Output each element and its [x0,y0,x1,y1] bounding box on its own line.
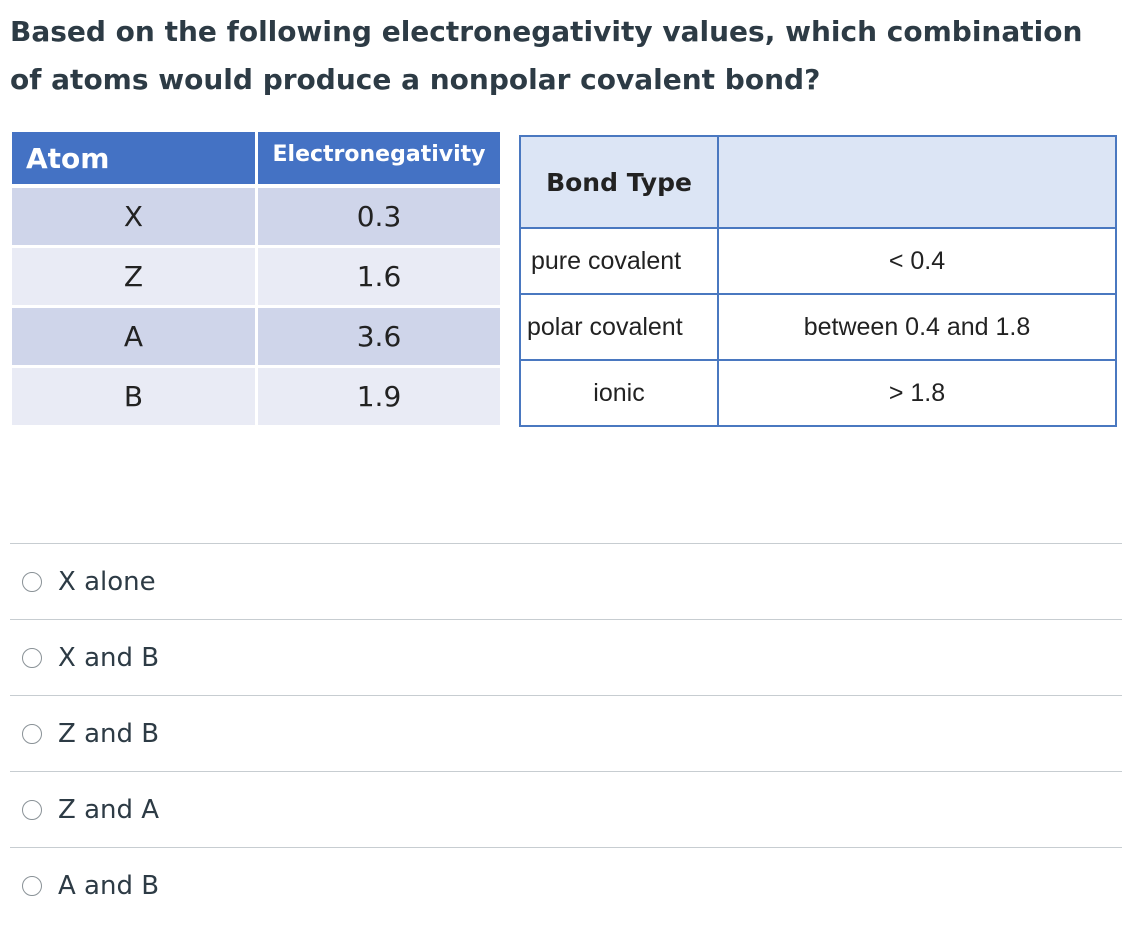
electronegativity-cell: 3.6 [258,308,500,368]
electronegativity-cell: 1.6 [258,248,500,308]
difference-range-cell: between 0.4 and 1.8 [718,294,1116,360]
answer-option[interactable] [10,696,1122,772]
bond-type-cell: pure covalent [520,228,718,294]
question-text: Based on the following electronegativity values, which combination of atoms would produce a nonpolar covalent bond? [10,15,1083,96]
table-row [12,188,500,248]
answer-option[interactable] [10,620,1122,696]
answer-option[interactable] [10,772,1122,848]
table-row [12,248,500,308]
bond-type-table [519,135,1117,427]
atom-cell: Z [12,248,258,308]
answer-label[interactable]: Z and B [58,718,160,749]
radio-button[interactable] [22,800,42,820]
bond-type-column-header: Bond Type [520,136,718,228]
answer-label[interactable]: Z and A [58,794,160,825]
radio-button[interactable] [22,876,42,896]
table-row [520,294,1116,360]
bond-type-cell: polar covalent [520,294,718,360]
atom-cell: A [12,308,258,368]
radio-button[interactable] [22,572,42,592]
atom-column-header: Atom [12,132,258,188]
answer-option[interactable] [10,848,1122,923]
radio-button[interactable] [22,648,42,668]
electronegativity-table [12,132,500,428]
electronegativity-column-header: Electronegativity [258,132,500,188]
answer-label[interactable]: X alone [58,566,156,597]
table-row [520,228,1116,294]
table-row [520,360,1116,426]
atom-cell: B [12,368,258,428]
table-row [12,368,500,428]
answer-label[interactable]: X and B [58,642,160,673]
electronegativity-cell: 0.3 [258,188,500,248]
electronegativity-cell: 1.9 [258,368,500,428]
answer-list [10,543,1122,923]
difference-column-header [718,136,1116,228]
table-row [12,308,500,368]
answer-option[interactable] [10,544,1122,620]
answer-label[interactable]: A and B [58,870,160,901]
bond-type-cell: ionic [520,360,718,426]
difference-range-cell: < 0.4 [718,228,1116,294]
radio-button[interactable] [22,724,42,744]
atom-cell: X [12,188,258,248]
difference-range-cell: > 1.8 [718,360,1116,426]
